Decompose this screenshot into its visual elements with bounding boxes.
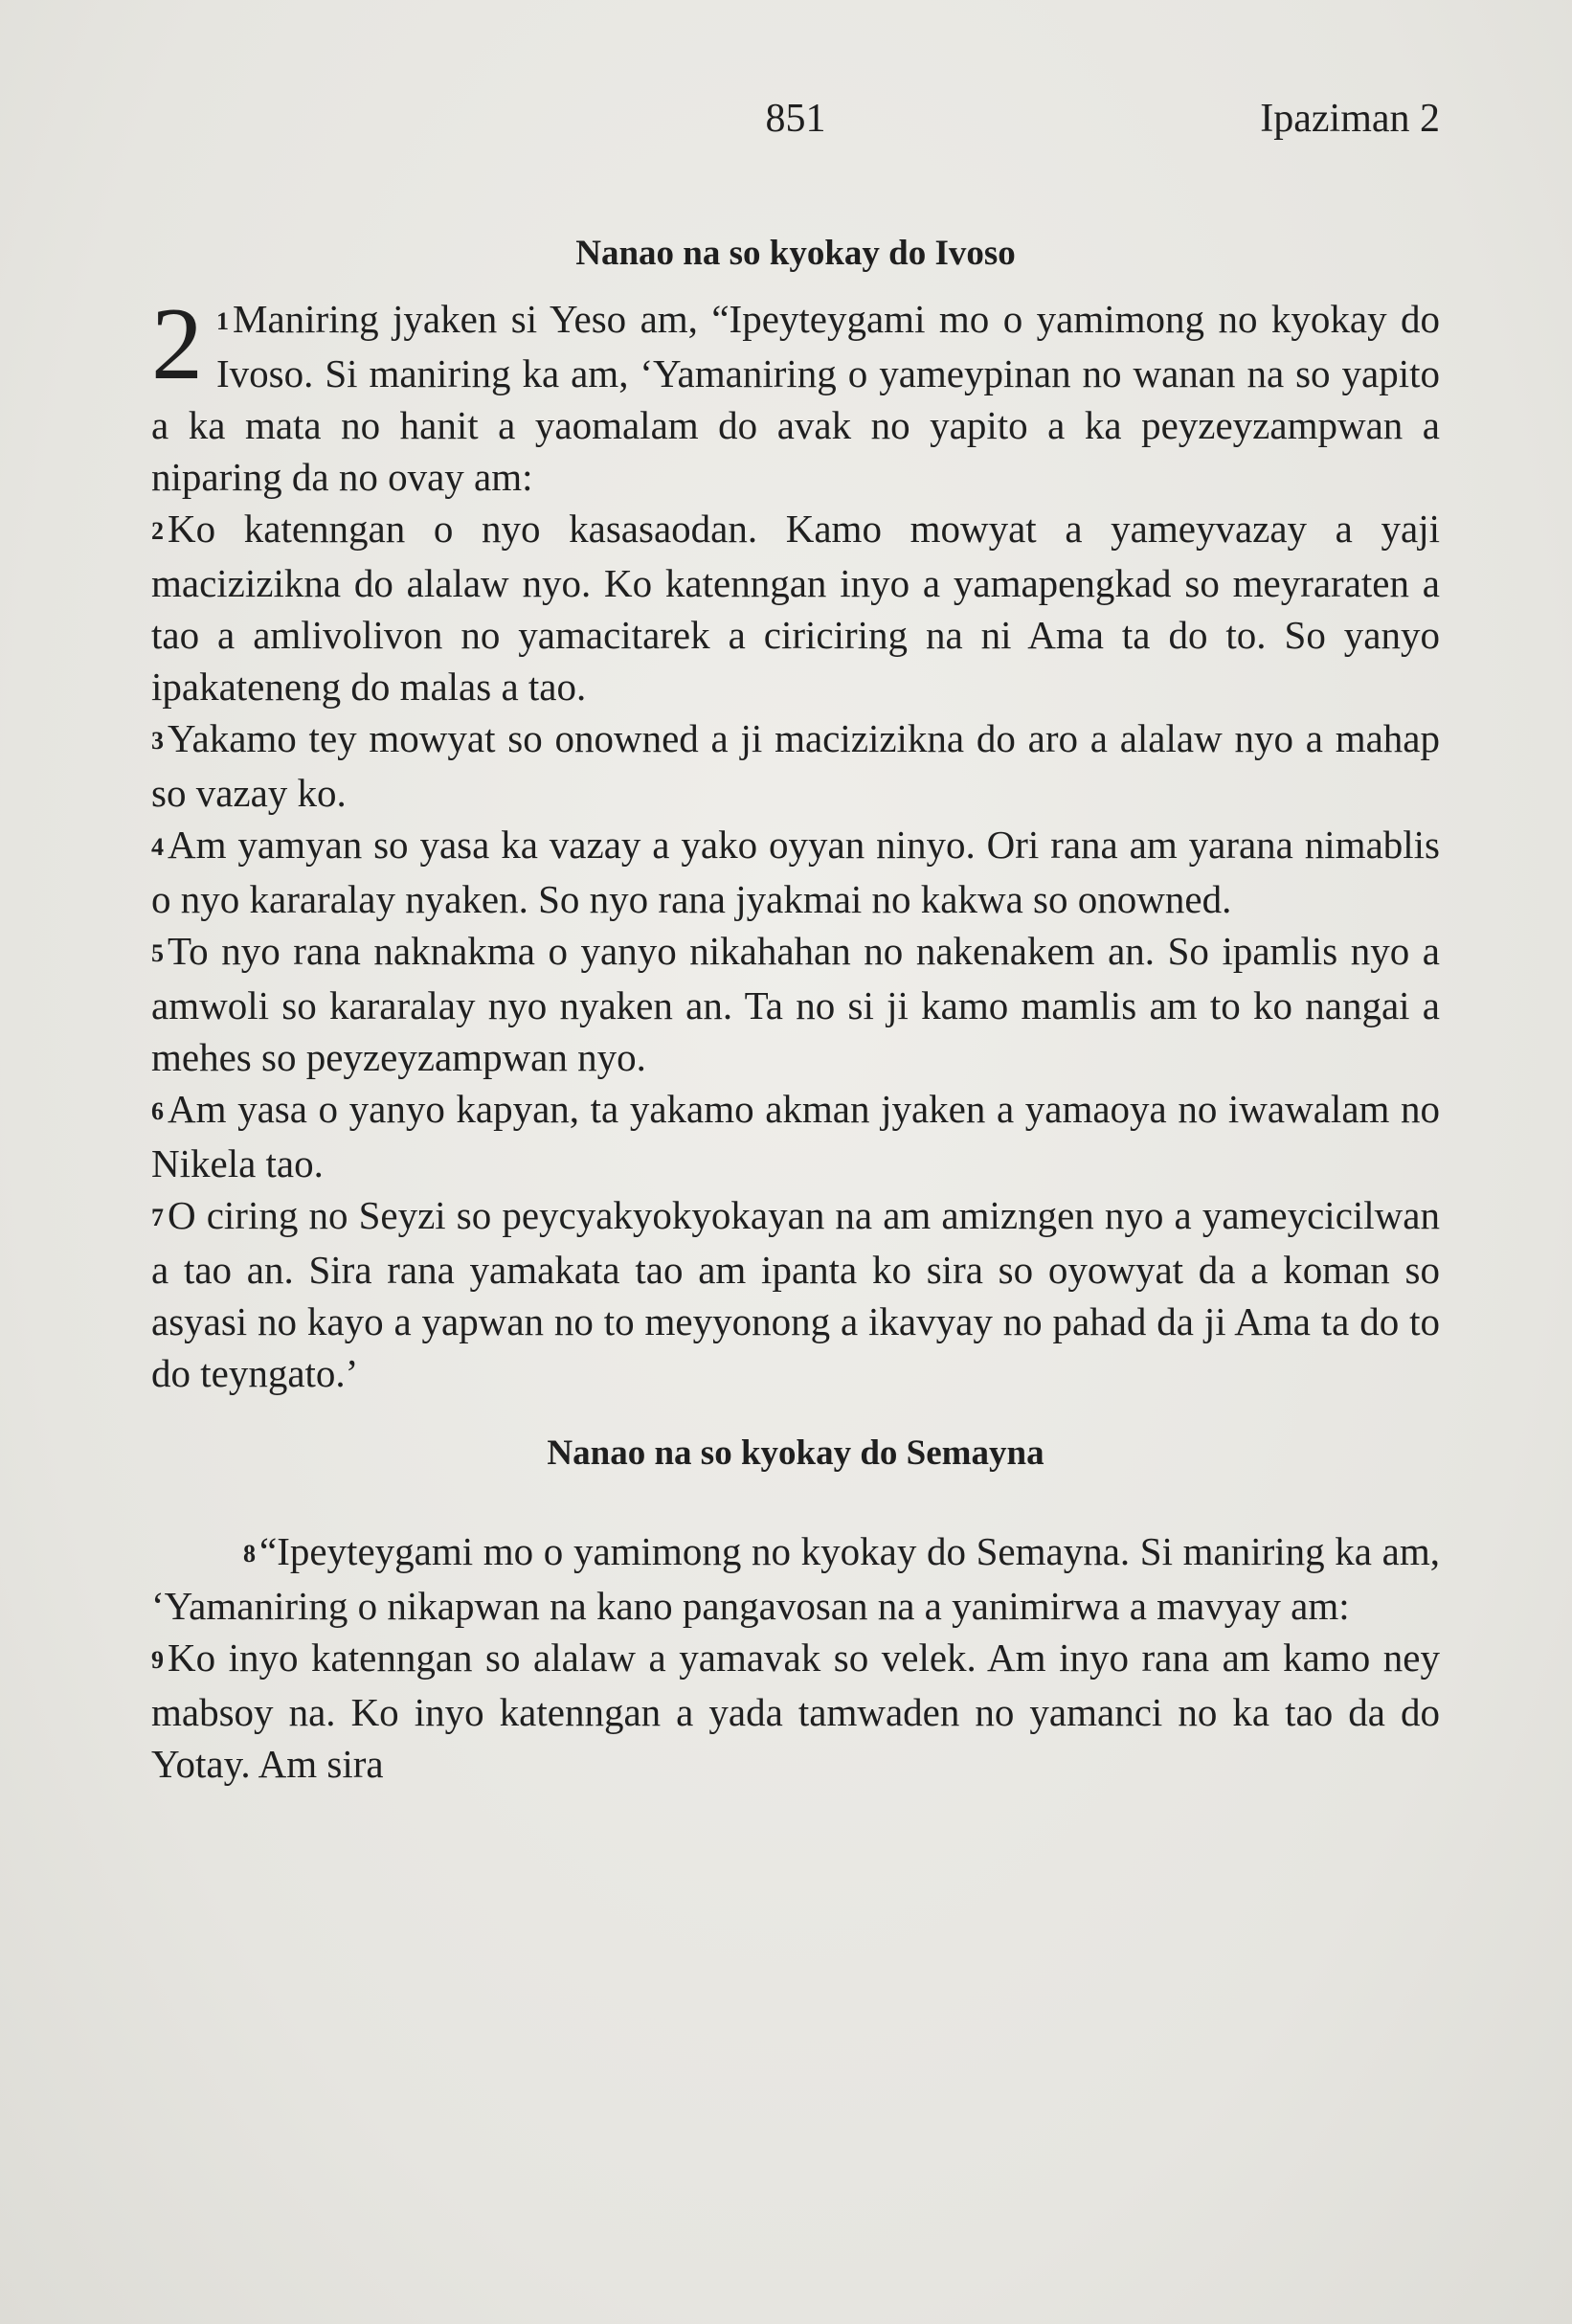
section-heading-ivoso: Nanao na so kyokay do Ivoso xyxy=(575,234,1016,273)
chapter-number: 2 xyxy=(151,287,203,401)
verse-6 xyxy=(151,1083,1440,1189)
verse-number: 1 xyxy=(216,307,229,335)
verse-3 xyxy=(151,712,1440,819)
verse-text: Yakamo tey mowyat so onowned a ji macizizikna do aro a alalaw nyo a mahap so vazay ko. xyxy=(151,716,1440,815)
verse-text: Ko katenngan o nyo kasasaodan. Kamo mowyat a yameyvazay a yaji macizizikna do alalaw nyo. Ko katenngan inyo a yamapengkad so meyraraten a tao a amlivolivon no yamacitarek a ciriciring na ni Ama ta do to. So yanyo ipakateneng do malas a tao. xyxy=(151,507,1440,709)
verse-number: 8 xyxy=(243,1540,256,1568)
verse-number: 4 xyxy=(151,833,164,861)
section-heading-semayna: Nanao na so kyokay do Semayna xyxy=(547,1433,1044,1473)
page-number: 851 xyxy=(765,97,826,141)
verse-text: Maniring jyaken si Yeso am, “Ipeyteygami mo o yamimong no kyokay do Ivoso. Si maniring ka am, ‘Yamaniring o yameypinan no wanan na so yapito a ka mata no hanit a yaomalam do avak no yapito a ka peyzeyzampwan a niparing da no ovay am: xyxy=(151,297,1440,499)
verse-number: 6 xyxy=(151,1097,164,1125)
verse-text: Am yasa o yanyo kapyan, ta yakamo akman jyaken a yamaoya no iwawalam no Nikela tao. xyxy=(151,1087,1440,1185)
verse-text: To nyo rana naknakma o yanyo nikahahan no nakenakem an. So ipamlis nyo a amwoli so kararalay nyo nyaken an. Ta no si ji kamo mamlis am to ko nangai a mehes so peyzeyzampwan nyo. xyxy=(151,929,1440,1079)
page-body xyxy=(151,228,1440,1790)
verse-5 xyxy=(151,925,1440,1083)
verse-text: Am yamyan so yasa ka vazay a yako oyyan ninyo. Ori rana am yarana nimablis o nyo kararalay nyaken. So nyo rana jyakmai no kakwa so onowned. xyxy=(151,823,1440,921)
running-head: Ipaziman 2 xyxy=(1260,97,1440,141)
verse-4 xyxy=(151,819,1440,925)
verse-text: “Ipeyteygami mo o yamimong no kyokay do Semayna. Si maniring ka am, ‘Yamaniring o nikapwan na kano pangavosan na a yanimirwa a mavyay am: xyxy=(151,1529,1440,1628)
verse-number: 2 xyxy=(151,517,164,545)
verse-number: 5 xyxy=(151,939,164,967)
verse-text: Ko inyo katenngan so alalaw a yamavak so velek. Am inyo rana am kamo ney mabsoy na. Ko inyo katenngan a yada tamwaden no yamanci no ka tao da do Yotay. Am sira xyxy=(151,1636,1440,1786)
verse-number: 9 xyxy=(151,1646,164,1674)
verse-1 xyxy=(151,287,1440,503)
verse-number: 3 xyxy=(151,727,164,755)
verse-8 xyxy=(151,1525,1440,1632)
verse-number: 7 xyxy=(151,1204,164,1231)
page-header xyxy=(151,92,1440,146)
verse-9 xyxy=(151,1632,1440,1790)
verse-7 xyxy=(151,1189,1440,1399)
verse-2 xyxy=(151,503,1440,712)
verse-text: O ciring no Seyzi so peycyakyokyokayan na am amizngen nyo a yameycicilwan a tao an. Sira rana yamakata tao am ipanta ko sira so oyowyat da a koman so asyasi no kayo a yapwan no to meyyonong a ikavyay no pahad da ji Ama ta do to do teyngato.’ xyxy=(151,1193,1440,1395)
